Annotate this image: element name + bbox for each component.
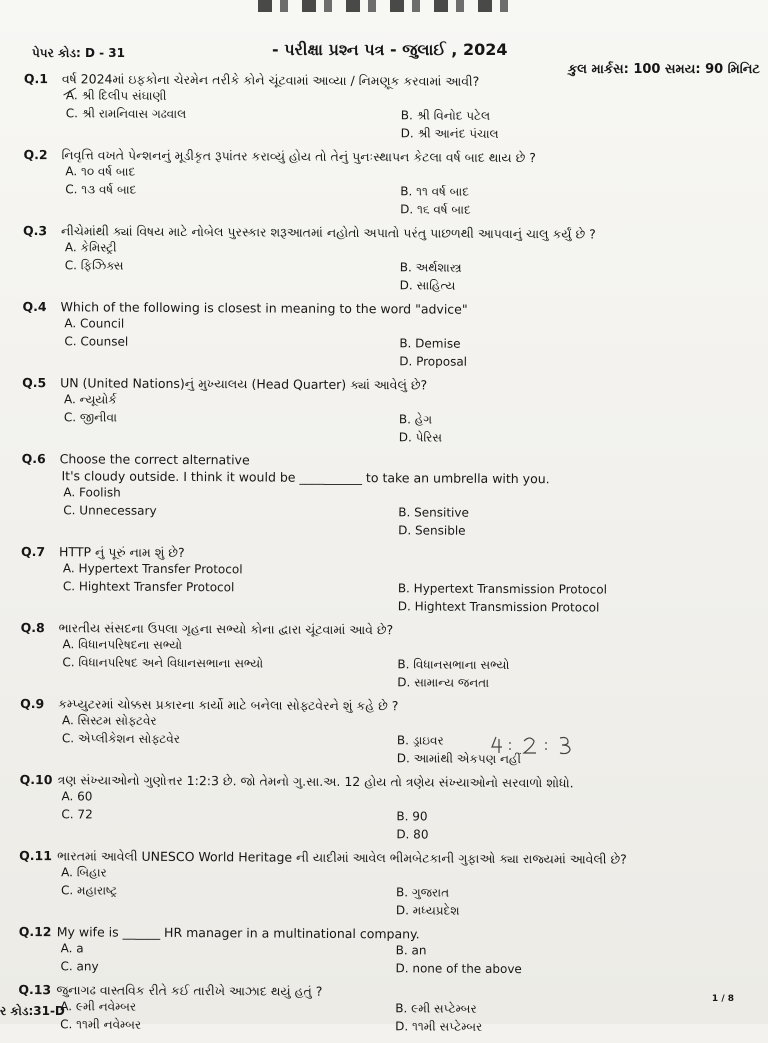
answer-option: C. ફિઝિક્સ: [64, 258, 124, 273]
question-number: Q.5: [22, 374, 47, 391]
answer-option: B. ગુજરાત: [395, 885, 450, 900]
question-text: વર્ષ 2024માં ઇફકોના ચેરમેન તરીકે કોને ચૂંટવામાં આવ્યા / નિમણૂક કરવામાં આવી?: [61, 71, 480, 89]
question-number: Q.6: [21, 450, 46, 467]
question-text: Which of the following is closest in meaning to the word "advice": [60, 299, 468, 317]
answer-option: D. Hightext Transmission Protocol: [397, 599, 600, 615]
answer-option: C. એપ્લીકેશન સોફ્ટવેર: [61, 731, 180, 746]
answer-option: A. સિસ્ટમ સોફ્ટવેર: [61, 713, 157, 728]
question-text: કમ્પ્યુટરમાં ચોક્કસ પ્રકારના કાર્યો માટે બનેલા સોફ્ટવેરને શું કહે છે ?: [58, 696, 399, 714]
answer-option: B. વિધાનસભાના સભ્યો: [397, 657, 510, 672]
question-number: Q.8: [20, 619, 45, 636]
question-text: ત્રણ સંખ્યાઓનો ગુણોત્તર 1:2:3 છે. જો તેમનો ગુ.સા.અ. 12 હોય તો ત્રણેય સંખ્યાઓનો સરવાળો શોધો.: [57, 772, 574, 791]
answer-options: [64, 315, 756, 372]
question-sentence: It's cloudy outside. I think it would be __________ to take an umbrella with you.: [61, 468, 550, 487]
answer-option: B. 90: [396, 809, 428, 824]
handwritten-ratio-note: [490, 733, 600, 757]
question-text: Choose the correct alternative: [59, 451, 250, 468]
answer-option: D. પેરિસ: [398, 430, 443, 445]
question-text: UN (United Nations)નું મુખ્યાલય (Head Quarter) ક્યાં આવેલું છે?: [60, 375, 428, 393]
answer-option: A. કેમિસ્ટ્રી: [64, 240, 117, 255]
answer-option: B. Demise: [399, 336, 461, 351]
paper-code: પેપર કોડ: D - 31: [32, 46, 125, 60]
question-block: [21, 543, 755, 617]
question-text: ભારતમાં આવેલી UNESCO World Heritage ની યાદીમાં આવેલ ભીમબેટકાની ગુફાઓ ક્યા રાજ્યમાં આવેલી છે?: [57, 848, 627, 867]
answer-option: B. Hypertext Transmission Protocol: [397, 581, 607, 597]
question-number: Q.12: [18, 923, 52, 940]
question-block: [22, 298, 756, 372]
question-block: [20, 619, 754, 693]
question-block: [19, 771, 753, 845]
answer-option: B. ૯મી સપ્ટેમ્બર: [395, 1001, 477, 1016]
answer-options: [61, 864, 753, 921]
answer-option: A. વિધાનપરિષદના સભ્યો: [62, 637, 183, 652]
answer-option: C. Hightext Transfer Protocol: [62, 579, 235, 595]
answer-option: C. મહારાષ્ટ્ર: [60, 883, 118, 898]
answer-options: [61, 788, 753, 845]
answer-option: D. સાહિત્ય: [399, 278, 456, 293]
answer-option: A. ન્યૂયોર્ક: [63, 392, 117, 407]
question-number: Q.4: [22, 298, 47, 315]
question-list: [18, 70, 758, 1043]
question-number: Q.7: [21, 543, 46, 560]
answer-option: C. જીનીવા: [63, 410, 117, 425]
answer-option: B. an: [395, 943, 427, 958]
answer-options: [64, 391, 756, 448]
question-block: [24, 70, 758, 144]
question-block: [23, 146, 757, 220]
question-number: Q.3: [22, 222, 48, 239]
answer-option: D. આમાંથી એકપણ નહીં: [396, 751, 521, 767]
answer-option: B. શ્રી વિનોદ પટેલ: [400, 108, 491, 123]
answer-option: A. Council: [64, 316, 125, 331]
question-block: [18, 981, 752, 1037]
question-number: Q.2: [23, 146, 48, 163]
answer-option: D. 80: [396, 827, 429, 842]
answer-option: D. સામાન્ય જનતા: [397, 675, 490, 690]
answer-option: D. શ્રી આનંદ પંચાલ: [400, 126, 499, 141]
answer-option: B. Sensitive: [398, 505, 469, 520]
answer-options: [60, 940, 752, 979]
answer-option: C. any: [60, 959, 99, 974]
answer-option: A. a: [60, 941, 84, 956]
question-number: Q.1: [23, 70, 49, 87]
answer-option: A. ૯મી નવેમ્બર: [60, 999, 137, 1014]
answer-option: D. ૧૧મી સપ્ટેમ્બર: [395, 1019, 483, 1034]
answer-options: [60, 998, 752, 1037]
answer-option: B. ૧૧ વર્ષ બાદ: [400, 184, 470, 199]
answer-option: C. શ્રી રામનિવાસ ગઢવાલ: [65, 106, 187, 121]
answer-option: B. હેગ: [398, 412, 433, 427]
question-text: નીચેમાંથી ક્યાં વિષય માટે નોબેલ પુરસ્કાર શરૂઆતમાં નહોતો અપાતો પરંતુ પાછળથી આપવાનું ચાલુ કર્યું છે ?: [60, 223, 596, 242]
answer-options: [65, 163, 757, 220]
question-text: ભારતીય સંસદના ઉપલા ગૃહના સભ્યો કોના દ્વારા ચૂંટવામાં આવે છે?: [58, 620, 394, 638]
question-number: Q.13: [18, 981, 52, 998]
question-number: Q.11: [19, 847, 53, 864]
answer-option: D. Sensible: [398, 523, 466, 538]
answer-option: C. ૧૩ વર્ષ બાદ: [65, 182, 137, 197]
question-block: [23, 222, 757, 296]
answer-option: C. Unnecessary: [63, 503, 157, 518]
question-block: [18, 923, 752, 979]
answer-option: A. બિહાર: [61, 865, 107, 880]
answer-option: D. Proposal: [399, 354, 468, 369]
answer-options: [62, 636, 754, 693]
answer-option: A. શ્રી દિલીપ સંઘાણી: [65, 88, 167, 103]
paper-title: - પરીક્ષા પ્રશ્ન પત્ર - જુલાઈ , 2024: [272, 40, 508, 59]
scan-top-mark: [258, 0, 508, 12]
answer-options: [63, 560, 755, 617]
answer-option: C. ૧૧મી નવેમ્બર: [60, 1017, 142, 1032]
answer-option: C. વિધાનપરિષદ અને વિધાનસભાના સભ્યો: [62, 655, 264, 671]
footer-paper-code: ર કોડ:31-D: [0, 1004, 65, 1018]
question-block: [22, 374, 756, 448]
marks-and-time: કુલ માર્કસ: 100 સમય: 90 મિનિટ: [568, 62, 760, 77]
answer-options: [66, 87, 758, 144]
answer-option: B. ડ્રાઇવર: [396, 733, 444, 748]
question-number: Q.9: [20, 695, 45, 712]
question-text: નિવૃત્તિ વખતે પેન્શનનું મૂડીકૃત રૂપાંતર કરાવ્યું હોય તો તેનું પુનઃસ્થાપન કેટલા વર્ષ બાદ થાય છે ?: [61, 147, 536, 166]
answer-option: A. Foolish: [63, 485, 121, 500]
answer-option: B. અર્થશાસ્ત્ર: [399, 260, 462, 275]
question-block: [20, 695, 754, 769]
answer-option: D. મધ્યપ્રદેશ: [395, 903, 460, 918]
answer-option: D. ૧૬ વર્ષ બાદ: [400, 202, 471, 217]
question-text: જુનાગઢ વાસ્તવિક રીતે કઈ તારીખે આઝાદ થયું હતું ?: [56, 982, 323, 999]
answer-options: [65, 239, 757, 296]
question-number: Q.10: [19, 771, 53, 788]
answer-option: A. ૧૦ વર્ષ બાદ: [65, 164, 136, 179]
answer-options: [63, 484, 755, 541]
question-block: [21, 450, 756, 541]
answer-option: C. 72: [61, 807, 93, 822]
answer-option: A. Hypertext Transfer Protocol: [62, 561, 243, 577]
question-block: [19, 847, 753, 921]
answer-option: C. Counsel: [64, 334, 129, 349]
answer-option: A. 60: [61, 789, 93, 804]
question-text: HTTP નું પૂરું નામ શું છે?: [59, 544, 185, 560]
answer-option: D. none of the above: [395, 961, 522, 977]
answer-options: [62, 712, 754, 769]
question-text: My wife is ______ HR manager in a multinational company.: [56, 924, 420, 942]
page-number: 1 / 8: [711, 994, 734, 1004]
